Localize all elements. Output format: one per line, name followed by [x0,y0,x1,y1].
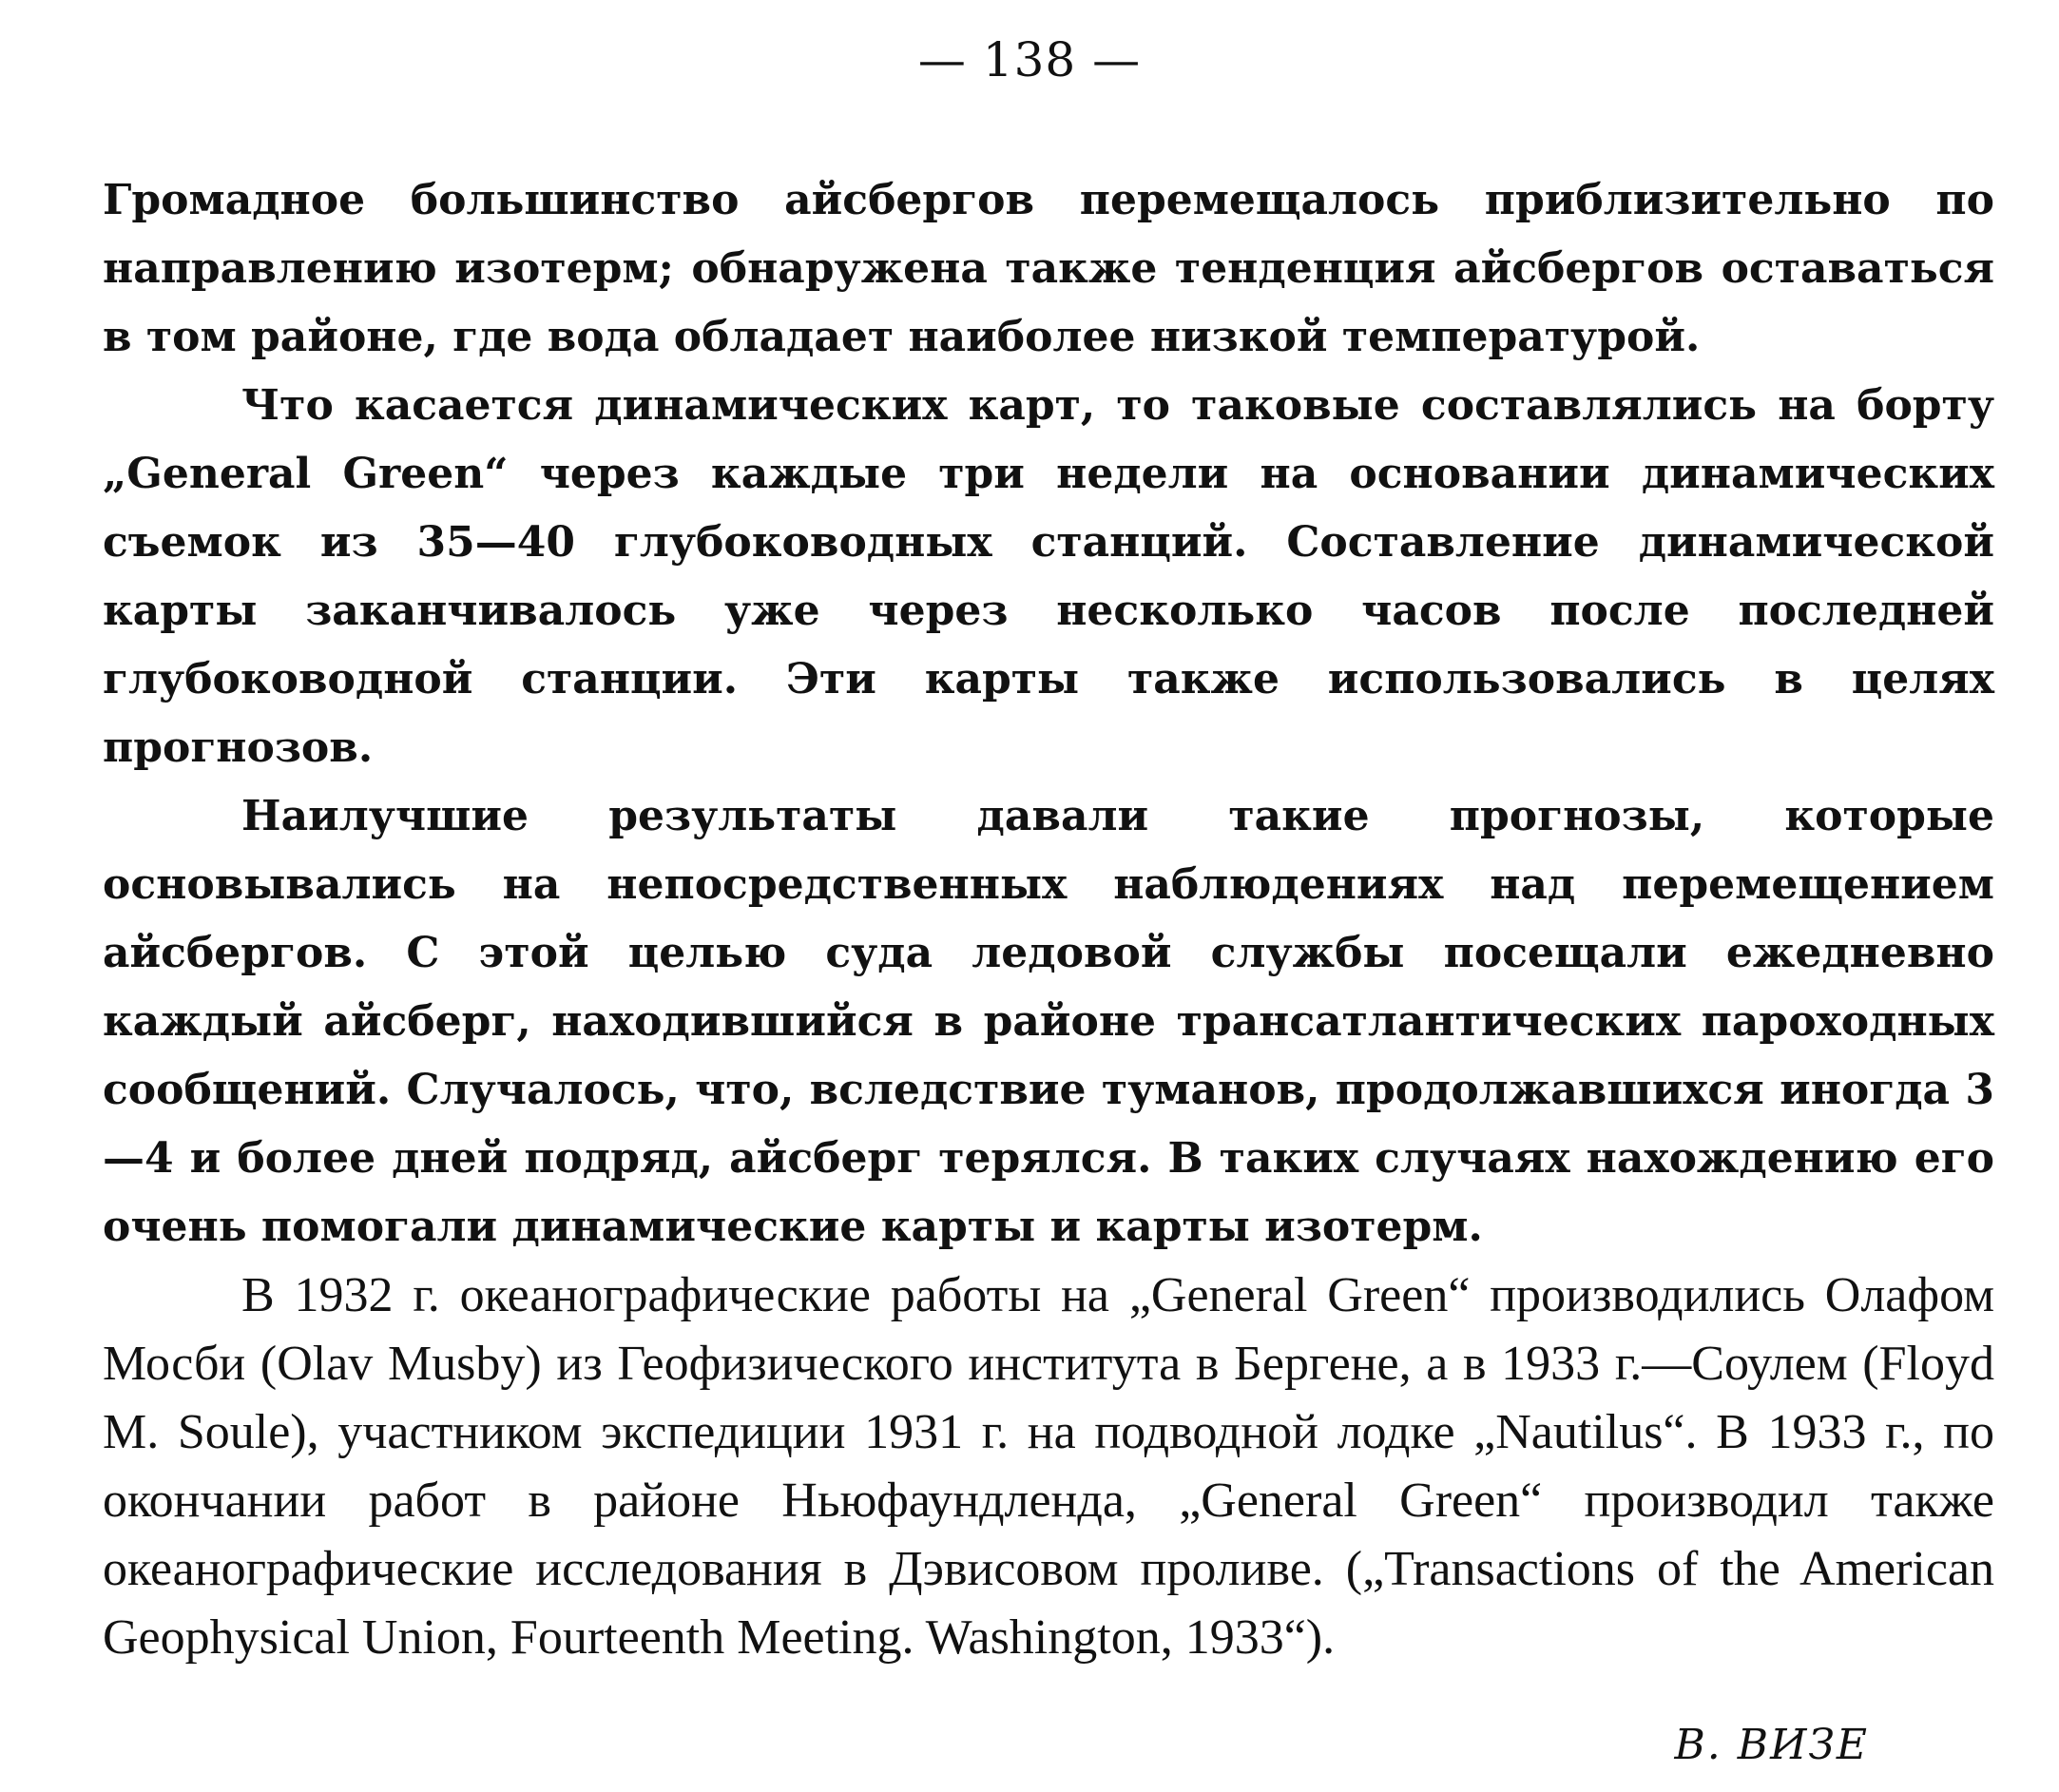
page-number: — 138 — [917,32,1142,87]
paragraph-1: Громадное большинство айсбергов перемещалось приблизительно по направлению изотерм; обнаружена также тенденция айсбергов оставаться в том районе, где вода обладает наиболее низкой температурой. [103,176,1994,361]
paragraph-3: Наилучшие результаты давали такие прогнозы, которые основывались на непосредственных наблюдениях над перемещением айсбергов. С этой целью суда ледовой службы посещали ежедневно каждый айсберг, находившийся в районе трансатлантических пароходных сообщений. Случалось, что, вследствие туманов, продолжавшихся иногда 3—4 и более дней подряд, айсберг терялся. В таких случаях нахождению его очень помогали динамические карты и карты изотерм. [103,792,1994,1251]
paragraph-4: В 1932 г. океанографические работы на „General Green“ производились Олафом Мосби (Olav Musby) из Геофизического института в Бергене, а в 1933 г.—Соулем (Floyd M. Soule), участником экспедиции 1931 г. на подводной лодке „Nautilus“. В 1933 г., по окончании работ в районе Ньюфаундленда, „General Green“ производил также океанографические исследования в Дэвисовом проливе. („Transactions of the American Geophysical Union, Fourteenth Meeting. Washington, 1933“). [103,1268,1994,1665]
article-body [103,166,1994,1672]
paragraph-2: Что касается динамических карт, то таковые составлялись на борту „General Green“ через каждые три недели на основании динамических съемок из 35—40 глубоководных станций. Составление динамической карты заканчивалось уже через несколько часов после последней глубоководной станции. Эти карты также использовались в целях прогнозов. [103,381,1994,772]
author-signature: В. ВИЗЕ [1674,1721,1869,1769]
